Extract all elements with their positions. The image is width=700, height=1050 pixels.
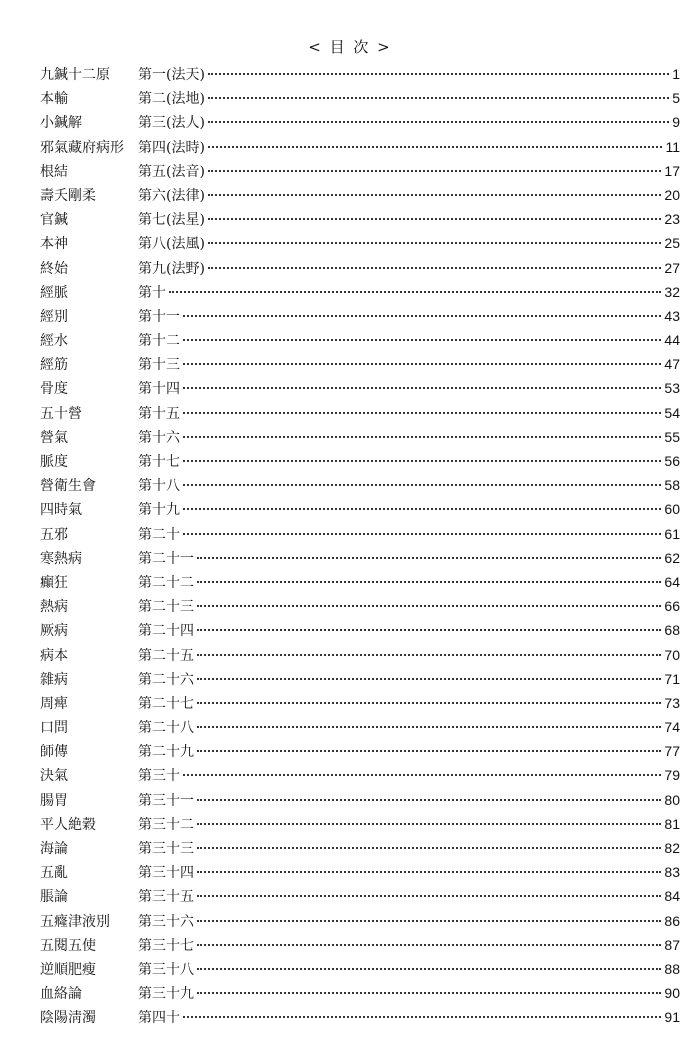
toc-entry	[40, 814, 680, 838]
dot-leader	[197, 557, 661, 559]
toc-entry-title: 師傳	[40, 744, 68, 761]
toc-entry-chapter: 第二十五	[138, 647, 194, 664]
toc-entry-chapter: 第七(法星)	[138, 212, 205, 229]
toc-entry	[40, 185, 680, 209]
dot-leader	[183, 436, 661, 438]
toc-entry	[40, 282, 680, 306]
toc-entry-page-number: 27	[664, 259, 680, 276]
toc-entry-page-number: 47	[664, 356, 680, 373]
toc-entry-chapter: 第四(法時)	[138, 139, 205, 156]
toc-entry-page-number: 64	[664, 573, 680, 590]
toc-entry-title: 營氣	[40, 429, 68, 446]
toc-entry-title: 本神	[40, 236, 68, 253]
toc-entry-page-number: 1	[672, 66, 680, 82]
dot-leader	[197, 702, 661, 704]
toc-entry-chapter: 第三十八	[138, 961, 194, 978]
toc-entry-chapter: 第十一	[138, 308, 180, 325]
toc-entry-page-number: 58	[664, 477, 680, 494]
toc-entry	[40, 306, 680, 330]
toc-entry-chapter: 第三十一	[138, 792, 194, 809]
dot-leader	[183, 412, 661, 414]
toc-entry	[40, 983, 680, 1007]
toc-entry-page-number: 60	[664, 501, 680, 518]
toc-entry	[40, 499, 680, 523]
toc-entry-page-number: 9	[672, 114, 680, 131]
dot-leader	[197, 581, 661, 583]
page-title: < 目 次 >	[308, 38, 392, 56]
toc-entry-page-number: 68	[664, 622, 680, 639]
toc-entry-page-number: 70	[664, 646, 680, 663]
dot-leader	[197, 823, 661, 825]
toc-entry-chapter: 第十七	[138, 454, 180, 470]
toc-entry-chapter: 第三十二	[138, 816, 194, 833]
toc-entry-chapter: 第二十六	[138, 671, 194, 688]
dot-leader	[197, 678, 661, 680]
toc-entry-title: 五十營	[40, 405, 82, 422]
dot-leader	[197, 992, 661, 994]
toc-entry-title: 周痺	[40, 695, 68, 712]
toc-entry	[40, 717, 680, 741]
dot-leader	[208, 218, 661, 220]
toc-entry-title: 經水	[40, 333, 68, 350]
toc-entry-title: 決氣	[40, 768, 68, 785]
toc-entry-page-number: 55	[664, 428, 680, 445]
dot-leader	[197, 726, 661, 728]
toc-entry-chapter: 第十四	[138, 381, 180, 398]
toc-entry-title: 寒熱病	[40, 550, 82, 567]
toc-entry-chapter: 第三十	[138, 768, 180, 785]
toc-entry-page-number: 11	[665, 138, 680, 155]
toc-entry	[40, 862, 680, 886]
toc-entry-chapter: 第十九	[138, 502, 180, 519]
dot-leader	[169, 291, 661, 293]
table-of-contents	[40, 64, 680, 1032]
dot-leader	[208, 97, 669, 99]
dot-leader	[183, 460, 661, 462]
toc-entry	[40, 475, 680, 499]
toc-entry	[40, 572, 680, 596]
toc-entry-title: 平人絶穀	[40, 816, 96, 833]
toc-entry-chapter: 第十五	[138, 405, 180, 422]
toc-entry-title: 脈度	[40, 454, 68, 470]
toc-entry-title: 邪氣藏府病形	[40, 139, 124, 156]
toc-entry-title: 腸胃	[40, 792, 68, 809]
toc-entry-page-number: 81	[664, 815, 680, 832]
toc-entry-chapter: 第十八	[138, 478, 180, 495]
toc-entry-title: 五閱五使	[40, 937, 96, 954]
toc-entry	[40, 620, 680, 644]
toc-entry	[40, 354, 680, 378]
toc-entry-title: 雜病	[40, 671, 68, 688]
toc-entry	[40, 886, 680, 910]
toc-entry	[40, 378, 680, 402]
toc-entry-page-number: 71	[664, 670, 680, 687]
dot-leader	[197, 895, 661, 897]
toc-entry-chapter: 第二十一	[138, 550, 194, 567]
toc-entry-chapter: 第三十三	[138, 841, 194, 857]
toc-entry	[40, 669, 680, 693]
toc-entry-page-number: 17	[664, 162, 680, 179]
toc-entry-title: 脹論	[40, 889, 68, 906]
toc-entry-chapter: 第一(法天)	[138, 67, 205, 83]
toc-entry	[40, 161, 680, 185]
toc-entry-page-number: 83	[664, 864, 680, 881]
toc-entry-chapter: 第三十四	[138, 865, 194, 882]
toc-entry-chapter: 第十二	[138, 333, 180, 350]
toc-entry-page-number: 86	[664, 912, 680, 929]
toc-entry-chapter: 第三十六	[138, 913, 194, 930]
toc-entry-title: 熱病	[40, 599, 68, 616]
dot-leader	[197, 871, 661, 873]
toc-entry-page-number: 77	[664, 743, 680, 760]
toc-entry	[40, 403, 680, 427]
toc-entry-page-number: 82	[664, 840, 680, 856]
toc-entry-chapter: 第十	[138, 284, 166, 301]
toc-entry	[40, 741, 680, 765]
dot-leader	[197, 968, 661, 970]
toc-entry-page-number: 79	[664, 767, 680, 784]
toc-entry	[40, 209, 680, 233]
dot-leader	[197, 750, 661, 752]
toc-entry	[40, 451, 680, 475]
dot-leader	[183, 774, 661, 776]
toc-entry	[40, 64, 680, 88]
toc-entry-page-number: 5	[672, 90, 680, 107]
toc-entry-title: 壽夭剛柔	[40, 187, 96, 204]
toc-entry-title: 根結	[40, 163, 68, 180]
toc-entry-page-number: 90	[664, 985, 680, 1002]
dot-leader	[197, 944, 661, 946]
dot-leader	[208, 194, 661, 196]
toc-entry-title: 逆順肥瘦	[40, 961, 96, 978]
toc-entry-title: 本輸	[40, 91, 68, 108]
toc-entry-title: 營衛生會	[40, 478, 96, 495]
toc-entry-page-number: 87	[664, 936, 680, 953]
toc-entry-chapter: 第十三	[138, 357, 180, 374]
toc-entry	[40, 1007, 680, 1031]
toc-entry	[40, 548, 680, 572]
toc-entry	[40, 765, 680, 789]
toc-entry-page-number: 84	[664, 888, 680, 905]
toc-entry-chapter: 第二十二	[138, 574, 194, 591]
dot-leader	[183, 363, 661, 365]
toc-entry-chapter: 第二(法地)	[138, 91, 205, 108]
toc-entry-title: 小鍼解	[40, 115, 82, 132]
toc-entry-title: 九鍼十二原	[40, 67, 110, 83]
toc-entry-page-number: 32	[664, 283, 680, 300]
toc-entry-page-number: 74	[664, 719, 680, 736]
toc-entry-chapter: 第二十九	[138, 744, 194, 761]
toc-entry-page-number: 25	[664, 235, 680, 252]
dot-leader	[197, 847, 661, 849]
toc-entry-title: 口問	[40, 720, 68, 737]
toc-entry-chapter: 第十六	[138, 429, 180, 446]
dot-leader	[208, 170, 661, 172]
toc-entry	[40, 838, 680, 862]
toc-entry-title: 五癃津液別	[40, 913, 110, 930]
toc-entry-chapter: 第二十八	[138, 720, 194, 737]
toc-entry-title: 經別	[40, 308, 68, 325]
toc-entry-chapter: 第三十九	[138, 986, 194, 1003]
dot-leader	[183, 339, 661, 341]
toc-entry-page-number: 43	[664, 307, 680, 324]
dot-leader	[197, 629, 661, 631]
dot-leader	[183, 387, 661, 389]
toc-entry-title: 經脈	[40, 284, 68, 301]
dot-leader	[197, 920, 661, 922]
toc-entry-chapter: 第二十四	[138, 623, 194, 640]
toc-entry-page-number: 73	[664, 694, 680, 711]
toc-entry-title: 終始	[40, 260, 68, 277]
dot-leader	[208, 242, 661, 244]
dot-leader	[208, 146, 663, 148]
toc-entry-chapter: 第二十	[138, 526, 180, 543]
toc-entry	[40, 330, 680, 354]
toc-entry-page-number: 62	[664, 549, 680, 566]
toc-entry	[40, 959, 680, 983]
toc-entry-title: 經筋	[40, 357, 68, 374]
toc-entry-page-number: 53	[664, 380, 680, 397]
toc-entry	[40, 645, 680, 669]
toc-entry	[40, 137, 680, 161]
toc-entry-title: 四時氣	[40, 502, 82, 519]
toc-entry-page-number: 20	[664, 186, 680, 203]
toc-entry	[40, 258, 680, 282]
toc-entry-chapter: 第二十三	[138, 599, 194, 616]
dot-leader	[183, 1016, 661, 1018]
toc-entry-chapter: 第五(法音)	[138, 163, 205, 180]
toc-entry-chapter: 第九(法野)	[138, 260, 205, 277]
dot-leader	[183, 533, 661, 535]
toc-entry-page-number: 23	[664, 211, 680, 228]
dot-leader	[197, 799, 661, 801]
dot-leader	[208, 267, 661, 269]
toc-entry	[40, 112, 680, 136]
toc-entry	[40, 427, 680, 451]
toc-entry	[40, 233, 680, 257]
toc-entry	[40, 693, 680, 717]
toc-entry	[40, 524, 680, 548]
toc-entry-title: 官鍼	[40, 212, 68, 229]
dot-leader	[208, 121, 669, 123]
toc-entry	[40, 935, 680, 959]
toc-entry-title: 厥病	[40, 623, 68, 640]
toc-entry-chapter: 第四十	[138, 1010, 180, 1027]
toc-entry-chapter: 第三十七	[138, 937, 194, 954]
toc-entry-page-number: 56	[664, 453, 680, 469]
toc-entry	[40, 790, 680, 814]
toc-entry-title: 陰陽淸濁	[40, 1010, 96, 1027]
toc-entry-title: 五邪	[40, 526, 68, 543]
dot-leader	[197, 605, 661, 607]
toc-entry-page-number: 88	[664, 960, 680, 977]
toc-entry-chapter: 第六(法律)	[138, 187, 205, 204]
toc-entry-title: 血絡論	[40, 986, 82, 1003]
toc-entry-chapter: 第三(法人)	[138, 115, 205, 132]
toc-entry-title: 五亂	[40, 865, 68, 882]
toc-entry-page-number: 54	[664, 404, 680, 421]
toc-entry	[40, 911, 680, 935]
toc-entry	[40, 596, 680, 620]
dot-leader	[183, 508, 661, 510]
toc-entry-page-number: 61	[664, 525, 680, 542]
toc-entry-title: 海論	[40, 841, 68, 857]
dot-leader	[183, 484, 661, 486]
toc-entry-page-number: 80	[664, 791, 680, 808]
dot-leader	[183, 315, 661, 317]
toc-entry-chapter: 第三十五	[138, 889, 194, 906]
toc-entry-chapter: 第八(法風)	[138, 236, 205, 253]
toc-entry-title: 病本	[40, 647, 68, 664]
toc-entry-title: 骨度	[40, 381, 68, 398]
toc-entry-page-number: 91	[664, 1009, 680, 1026]
toc-entry-chapter: 第二十七	[138, 695, 194, 712]
toc-entry-title: 癲狂	[40, 574, 68, 591]
toc-entry-page-number: 44	[664, 332, 680, 349]
dot-leader	[197, 654, 661, 656]
toc-entry-page-number: 66	[664, 598, 680, 615]
toc-entry	[40, 88, 680, 112]
dot-leader	[208, 73, 669, 75]
